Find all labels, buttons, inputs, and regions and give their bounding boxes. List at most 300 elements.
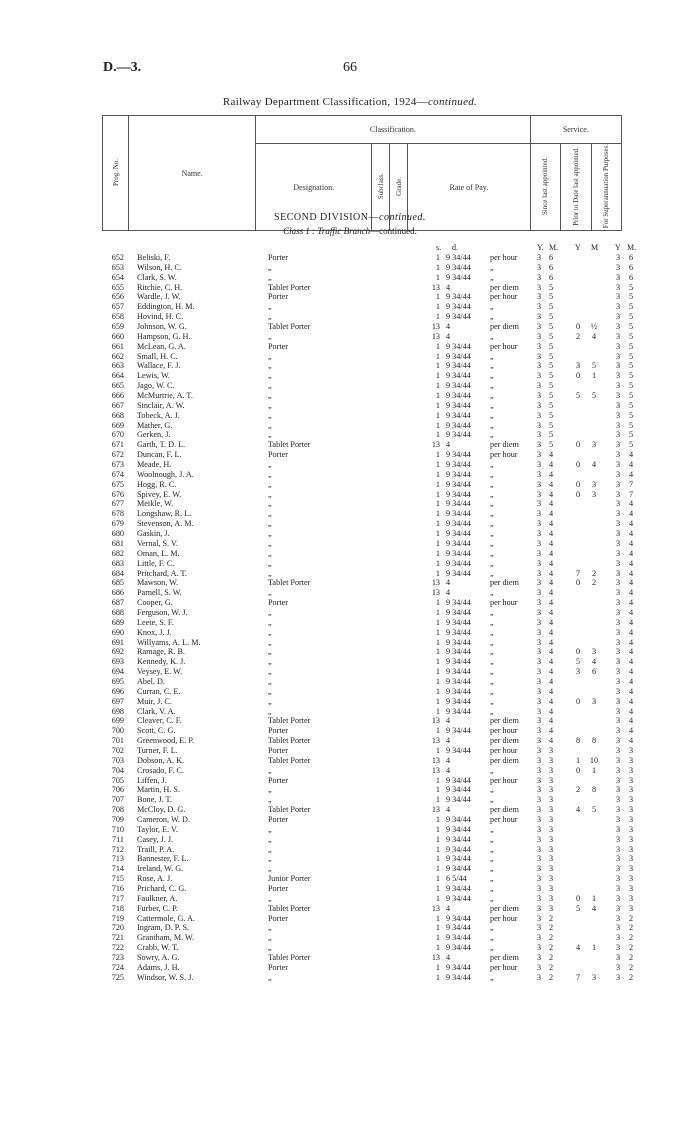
- table-row: [0, 559, 700, 569]
- super-years-cell: 3: [615, 765, 621, 775]
- rate-pence-cell: 4: [446, 588, 451, 598]
- name-cell: McCloy, D. G.: [137, 805, 186, 815]
- rate-pence-cell: 9 34/44: [446, 538, 471, 548]
- prog-no-cell: 655: [111, 282, 124, 292]
- super-years-cell: 3: [615, 736, 621, 746]
- since-months-cell: 3: [548, 795, 554, 805]
- super-months-cell: 3: [628, 814, 634, 824]
- prog-no-cell: 675: [111, 479, 124, 489]
- super-months-cell: 3: [628, 834, 634, 844]
- name-cell: Ritchie, C. H.: [137, 282, 183, 292]
- rate-pence-cell: 9 34/44: [446, 893, 471, 903]
- rate-shillings-cell: 1: [435, 489, 440, 499]
- since-months-cell: 3: [548, 814, 554, 824]
- name-cell: Kennedy, K. J.: [137, 657, 186, 667]
- rate-period-cell: „: [490, 548, 494, 558]
- super-years-cell: 3: [615, 913, 621, 923]
- since-months-cell: 4: [548, 657, 554, 667]
- table-row: [0, 825, 700, 835]
- name-cell: Ireland, W. G.: [137, 864, 184, 874]
- super-months-cell: 4: [628, 736, 634, 746]
- rate-period-cell: per diem: [490, 322, 519, 332]
- since-years-cell: 3: [536, 913, 542, 923]
- super-months-cell: 3: [628, 824, 634, 834]
- super-years-cell: 3: [615, 341, 621, 351]
- rate-shillings-cell: 1: [435, 529, 440, 539]
- since-years-cell: 3: [536, 667, 542, 677]
- designation-cell: „: [268, 519, 272, 529]
- rate-shillings-cell: 1: [435, 676, 440, 686]
- rate-period-cell: „: [490, 529, 494, 539]
- rate-pence-cell: 9 34/44: [446, 923, 471, 933]
- prior-years-cell: 3: [575, 361, 581, 371]
- rate-pence-cell: 9 34/44: [446, 686, 471, 696]
- prog-no-cell: 698: [111, 706, 124, 716]
- rate-pence-cell: 9 34/44: [446, 706, 471, 716]
- rate-shillings-cell: 1: [435, 568, 440, 578]
- super-months-cell: 3: [628, 884, 634, 893]
- rate-shillings-cell: 1: [435, 745, 440, 755]
- rate-period-cell: per diem: [490, 716, 519, 726]
- since-months-cell: 2: [548, 923, 554, 933]
- since-months-cell: 4: [548, 558, 554, 568]
- prog-no-cell: 690: [111, 627, 124, 637]
- table-row: [0, 815, 700, 825]
- super-months-cell: 5: [628, 322, 634, 332]
- since-months-cell: 3: [548, 893, 554, 903]
- designation-cell: „: [268, 617, 272, 627]
- prog-no-cell: 653: [111, 262, 124, 272]
- designation-cell: „: [268, 864, 272, 874]
- rate-pence-cell: 9 34/44: [446, 479, 471, 489]
- prog-no-cell: 677: [111, 499, 124, 509]
- super-months-cell: 3: [628, 775, 634, 785]
- since-years-cell: 3: [536, 292, 542, 302]
- since-months-cell: 4: [548, 548, 554, 558]
- since-months-cell: 4: [548, 578, 554, 588]
- name-cell: Abel, D.: [137, 676, 165, 686]
- rate-pence-cell: 9 34/44: [446, 637, 471, 647]
- table-row: [0, 736, 700, 746]
- super-months-cell: 4: [628, 469, 634, 479]
- super-months-cell: 4: [628, 588, 634, 598]
- super-years-cell: 3: [615, 972, 621, 982]
- since-months-cell: 2: [548, 972, 554, 982]
- rate-period-cell: per hour: [490, 913, 518, 923]
- since-years-cell: 3: [536, 312, 542, 322]
- super-years-cell: 3: [615, 755, 621, 765]
- table-row: [0, 450, 700, 460]
- since-years-cell: 3: [536, 884, 542, 893]
- prog-no-cell: 681: [111, 538, 124, 548]
- rate-pence-cell: 9 34/44: [446, 647, 471, 657]
- rate-pence-cell: 4: [446, 805, 451, 815]
- rate-shillings-cell: 13: [431, 578, 440, 588]
- table-row: [0, 726, 700, 736]
- since-years-cell: 3: [536, 844, 542, 854]
- rate-pence-cell: 9 34/44: [446, 785, 471, 795]
- rate-period-cell: „: [490, 933, 494, 943]
- super-months-cell: 4: [628, 657, 634, 667]
- since-months-cell: 5: [548, 381, 554, 391]
- designation-cell: „: [268, 923, 272, 933]
- since-months-cell: 4: [548, 568, 554, 578]
- rate-shillings-cell: 1: [435, 302, 440, 312]
- rate-shillings-cell: 13: [431, 588, 440, 598]
- rate-shillings-cell: 1: [435, 617, 440, 627]
- since-years-cell: 3: [536, 469, 542, 479]
- prog-no-cell: 687: [111, 598, 124, 608]
- rate-shillings-cell: 1: [435, 341, 440, 351]
- rate-shillings-cell: 1: [435, 519, 440, 529]
- since-months-cell: 2: [548, 933, 554, 943]
- rate-shillings-cell: 1: [435, 913, 440, 923]
- super-months-cell: 4: [628, 529, 634, 539]
- since-months-cell: 5: [548, 391, 554, 401]
- prior-months-cell: 5: [591, 805, 597, 815]
- rate-period-cell: „: [490, 588, 494, 598]
- super-years-cell: 3: [615, 410, 621, 420]
- rate-shillings-cell: 1: [435, 538, 440, 548]
- prog-no-cell: 719: [111, 913, 124, 923]
- super-years-cell: 3: [615, 716, 621, 726]
- since-years-cell: 3: [536, 322, 542, 332]
- super-months-cell: 3: [628, 864, 634, 874]
- super-months-cell: 4: [628, 578, 634, 588]
- prior-months-cell: 2: [591, 578, 597, 588]
- prior-years-cell: 0: [575, 893, 581, 903]
- designation-cell: Porter: [268, 913, 289, 923]
- prior-months-cell: 10: [589, 755, 599, 765]
- rate-pence-cell: 9 34/44: [446, 410, 471, 420]
- super-months-cell: 3: [628, 785, 634, 795]
- super-years-cell: 3: [615, 795, 621, 805]
- rate-pence-cell: 9 34/44: [446, 509, 471, 519]
- name-cell: Ferguson, W. J.: [137, 607, 188, 617]
- rate-pence-cell: 9 34/44: [446, 834, 471, 844]
- name-cell: Hogg, R. C.: [137, 479, 177, 489]
- rate-shillings-cell: 1: [435, 647, 440, 657]
- since-years-cell: 3: [536, 893, 542, 903]
- since-months-cell: 4: [548, 647, 554, 657]
- rate-pence-cell: 9 34/44: [446, 391, 471, 401]
- rate-pence-cell: 9 34/44: [446, 598, 471, 608]
- rate-pence-cell: 9 34/44: [446, 469, 471, 479]
- super-months-cell: 4: [628, 637, 634, 647]
- designation-cell: „: [268, 765, 272, 775]
- rate-shillings-cell: 1: [435, 893, 440, 903]
- rate-shillings-cell: 1: [435, 400, 440, 410]
- designation-cell: „: [268, 351, 272, 361]
- table-row: [0, 421, 700, 431]
- rate-shillings-cell: 1: [435, 943, 440, 953]
- prior-months-cell: 8: [591, 736, 597, 746]
- super-years-cell: 3: [615, 538, 621, 548]
- designation-cell: „: [268, 785, 272, 795]
- rate-shillings-cell: 13: [431, 331, 440, 341]
- super-years-cell: 3: [615, 706, 621, 716]
- since-months-cell: 3: [548, 834, 554, 844]
- since-months-cell: 2: [548, 953, 554, 963]
- name-cell: Muir, J. C.: [137, 696, 172, 706]
- rate-shillings-cell: 1: [435, 726, 440, 736]
- rate-pence-cell: 9 34/44: [446, 745, 471, 755]
- rate-period-cell: „: [490, 765, 494, 775]
- super-months-cell: 5: [628, 430, 634, 440]
- rate-period-cell: „: [490, 824, 494, 834]
- super-years-cell: 3: [615, 361, 621, 371]
- designation-cell: „: [268, 647, 272, 657]
- document-code: D.—3.: [103, 60, 142, 75]
- since-years-cell: 3: [536, 381, 542, 391]
- super-years-cell: 3: [615, 696, 621, 706]
- prior-months-cell: 4: [591, 331, 597, 341]
- prog-no-cell: 684: [111, 568, 124, 578]
- rate-pence-cell: 4: [446, 282, 451, 292]
- super-years-cell: 3: [615, 440, 621, 450]
- name-cell: Knox, J. J.: [137, 627, 172, 637]
- prog-no-cell: 664: [111, 371, 124, 381]
- since-years-cell: 3: [536, 775, 542, 785]
- super-years-cell: 3: [615, 469, 621, 479]
- super-months-cell: 4: [628, 686, 634, 696]
- since-years-cell: 3: [536, 331, 542, 341]
- designation-cell: „: [268, 391, 272, 401]
- since-months-cell: 4: [548, 716, 554, 726]
- super-months-cell: 4: [628, 460, 634, 470]
- since-years-cell: 3: [536, 765, 542, 775]
- rate-period-cell: „: [490, 943, 494, 953]
- since-months-cell: 3: [548, 785, 554, 795]
- prog-no-cell: 660: [111, 331, 124, 341]
- rate-shillings-cell: 1: [435, 923, 440, 933]
- prior-years-cell: 0: [575, 440, 581, 450]
- table-row: [0, 312, 700, 322]
- rate-period-cell: „: [490, 558, 494, 568]
- designation-cell: „: [268, 558, 272, 568]
- since-years-cell: 3: [536, 903, 542, 913]
- super-months-cell: 2: [628, 962, 634, 972]
- since-years-cell: 3: [536, 272, 542, 282]
- rate-shillings-cell: 1: [435, 814, 440, 824]
- prior-months-cell: 3: [591, 440, 597, 450]
- prior-months-cell: ½: [590, 322, 598, 332]
- prog-no-cell: 674: [111, 469, 124, 479]
- super-months-cell: 5: [628, 420, 634, 430]
- rate-shillings-cell: 1: [435, 420, 440, 430]
- prog-no-cell: 679: [111, 519, 124, 529]
- since-months-cell: 3: [548, 765, 554, 775]
- rate-period-cell: per diem: [490, 578, 519, 588]
- rate-pence-cell: 9 34/44: [446, 607, 471, 617]
- super-years-cell: 3: [615, 893, 621, 903]
- since-years-cell: 3: [536, 696, 542, 706]
- since-years-cell: 3: [536, 706, 542, 716]
- name-cell: Dobson, A. K.: [137, 755, 185, 765]
- super-years-cell: 3: [615, 529, 621, 539]
- prior-years-cell: 3: [575, 667, 581, 677]
- name-cell: Mawson, W.: [137, 578, 179, 588]
- prior-months-cell: 4: [591, 460, 597, 470]
- rate-shillings-cell: 1: [435, 509, 440, 519]
- rate-pence-cell: 9 34/44: [446, 972, 471, 982]
- name-cell: Spivey, E. W.: [137, 489, 182, 499]
- super-years-cell: 3: [615, 588, 621, 598]
- table-row: [0, 509, 700, 519]
- designation-cell: „: [268, 637, 272, 647]
- name-cell: Cooper, G.: [137, 598, 173, 608]
- super-months-cell: 7: [628, 489, 634, 499]
- since-months-cell: 3: [548, 884, 554, 893]
- rate-pence-cell: 9 34/44: [446, 272, 471, 282]
- super-months-cell: 5: [628, 371, 634, 381]
- rate-period-cell: per diem: [490, 805, 519, 815]
- name-cell: Rose, A. J.: [137, 874, 173, 884]
- super-months-cell: 4: [628, 726, 634, 736]
- prog-no-cell: 673: [111, 460, 124, 470]
- table-row: [0, 835, 700, 845]
- super-years-cell: 3: [615, 558, 621, 568]
- rate-pence-cell: 9 34/44: [446, 262, 471, 272]
- table-row: [0, 460, 700, 470]
- prog-no-cell: 715: [111, 874, 124, 884]
- rate-shillings-cell: 13: [431, 765, 440, 775]
- rate-period-cell: „: [490, 351, 494, 361]
- super-months-cell: 4: [628, 676, 634, 686]
- since-months-cell: 5: [548, 282, 554, 292]
- super-years-cell: 3: [615, 676, 621, 686]
- rate-period-cell: „: [490, 509, 494, 519]
- since-months-cell: 5: [548, 351, 554, 361]
- table-row: [0, 864, 700, 874]
- name-cell: Veysey, E. W.: [137, 667, 183, 677]
- super-months-cell: 4: [628, 647, 634, 657]
- super-years-cell: 3: [615, 479, 621, 489]
- rate-period-cell: „: [490, 795, 494, 805]
- rate-pence-cell: 4: [446, 755, 451, 765]
- super-years-cell: 3: [615, 657, 621, 667]
- super-months-cell: 3: [628, 874, 634, 884]
- rate-pence-cell: 9 34/44: [446, 657, 471, 667]
- since-months-cell: 4: [548, 637, 554, 647]
- since-years-cell: 3: [536, 795, 542, 805]
- table-row: [0, 746, 700, 756]
- rate-shillings-cell: 13: [431, 903, 440, 913]
- super-months-cell: 3: [628, 805, 634, 815]
- designation-cell: „: [268, 400, 272, 410]
- prog-no-cell: 700: [111, 726, 124, 736]
- rate-pence-cell: 9 34/44: [446, 361, 471, 371]
- designation-cell: „: [268, 844, 272, 854]
- prior-years-cell: 0: [575, 460, 581, 470]
- rate-shillings-cell: 1: [435, 312, 440, 322]
- designation-cell: „: [268, 933, 272, 943]
- rate-shillings-cell: 13: [431, 736, 440, 746]
- table-row: [0, 371, 700, 381]
- rate-period-cell: „: [490, 676, 494, 686]
- rate-period-cell: „: [490, 647, 494, 657]
- since-months-cell: 2: [548, 913, 554, 923]
- super-months-cell: 4: [628, 617, 634, 627]
- name-cell: Traill, P. A.: [137, 844, 175, 854]
- super-years-cell: 3: [615, 607, 621, 617]
- rate-pence-cell: 9 34/44: [446, 617, 471, 627]
- since-years-cell: 3: [536, 341, 542, 351]
- rate-period-cell: „: [490, 519, 494, 529]
- prior-months-cell: 3: [591, 696, 597, 706]
- since-years-cell: 3: [536, 962, 542, 972]
- prog-no-cell: 659: [111, 322, 124, 332]
- rate-shillings-cell: 1: [435, 874, 440, 884]
- since-years-cell: 3: [536, 282, 542, 292]
- rate-shillings-cell: 1: [435, 460, 440, 470]
- prog-no-cell: 697: [111, 696, 124, 706]
- prog-no-cell: 705: [111, 775, 124, 785]
- table-row: [0, 785, 700, 795]
- since-months-cell: 5: [548, 440, 554, 450]
- name-cell: Martin, H. S.: [137, 785, 180, 795]
- super-months-cell: 2: [628, 923, 634, 933]
- prog-no-cell: 667: [111, 400, 124, 410]
- since-months-cell: 3: [548, 844, 554, 854]
- table-row: [0, 569, 700, 579]
- super-years-cell: 3: [615, 322, 621, 332]
- name-cell: Curran, C. E.: [137, 686, 181, 696]
- since-years-cell: 3: [536, 400, 542, 410]
- prior-months-cell: 1: [591, 943, 597, 953]
- rate-shillings-cell: 1: [435, 262, 440, 272]
- rate-period-cell: per hour: [490, 598, 518, 608]
- name-cell: Wallace, F. J.: [137, 361, 181, 371]
- name-cell: Ingram, D. P. S.: [137, 923, 190, 933]
- rate-period-cell: „: [490, 854, 494, 864]
- table-row: [0, 923, 700, 933]
- super-years-cell: 3: [615, 903, 621, 913]
- rate-period-cell: „: [490, 568, 494, 578]
- rate-shillings-cell: 1: [435, 548, 440, 558]
- prior-months-cell: 1: [591, 893, 597, 903]
- prior-years-cell: 0: [575, 696, 581, 706]
- designation-cell: „: [268, 361, 272, 371]
- designation-cell: „: [268, 381, 272, 391]
- prog-no-cell: 703: [111, 755, 124, 765]
- prior-years-cell: 2: [575, 331, 581, 341]
- rate-period-cell: „: [490, 312, 494, 322]
- super-years-cell: 3: [615, 509, 621, 519]
- rate-pence-cell: 9 34/44: [446, 775, 471, 785]
- super-months-cell: 5: [628, 331, 634, 341]
- prog-no-cell: 668: [111, 410, 124, 420]
- designation-cell: Tablet Porter: [268, 903, 311, 913]
- super-years-cell: 3: [615, 312, 621, 322]
- prog-no-cell: 671: [111, 440, 124, 450]
- prog-no-cell: 717: [111, 893, 124, 903]
- prior-years-cell: 0: [575, 479, 581, 489]
- super-years-cell: 3: [615, 933, 621, 943]
- since-months-cell: 2: [548, 962, 554, 972]
- designation-cell: Junior Porter: [268, 874, 311, 884]
- since-years-cell: 3: [536, 657, 542, 667]
- rate-period-cell: „: [490, 381, 494, 391]
- table-row: [0, 332, 700, 342]
- rate-shillings-cell: 1: [435, 844, 440, 854]
- since-years-cell: 3: [536, 933, 542, 943]
- designation-cell: „: [268, 834, 272, 844]
- since-months-cell: 5: [548, 331, 554, 341]
- table-row: [0, 716, 700, 726]
- rate-period-cell: „: [490, 391, 494, 401]
- prog-no-cell: 657: [111, 302, 124, 312]
